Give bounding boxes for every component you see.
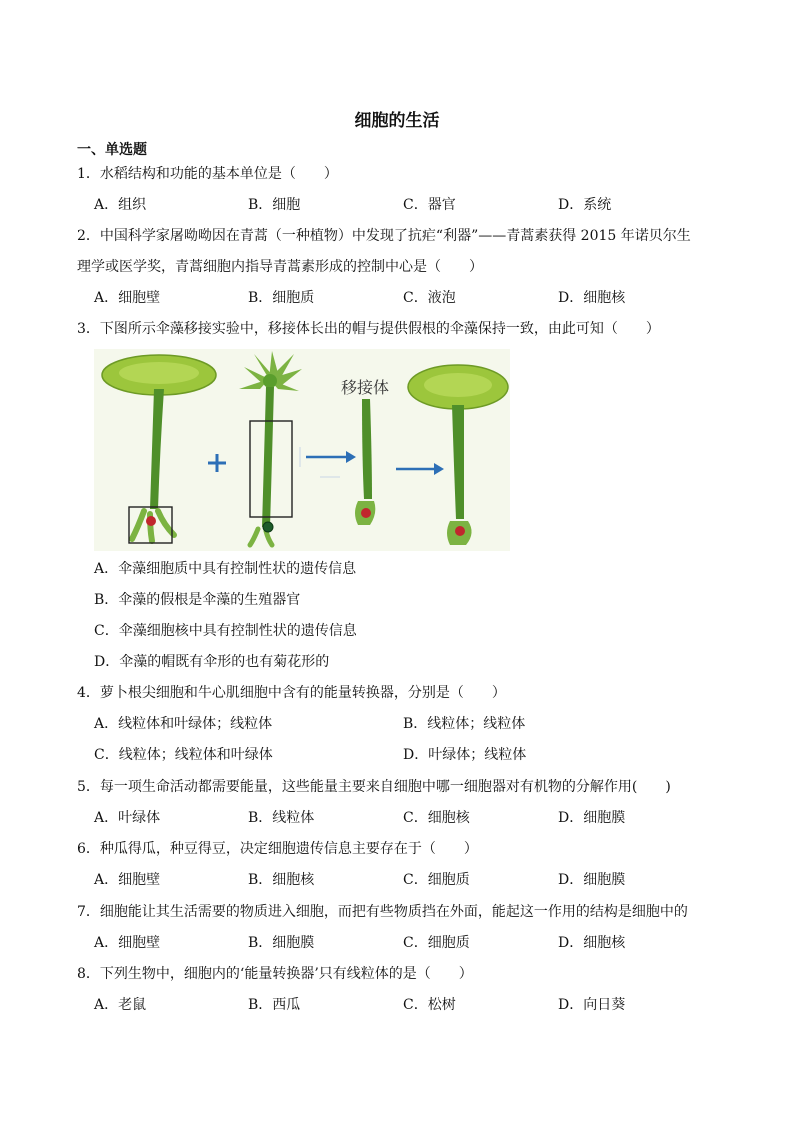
plus-sign-icon: [208, 454, 226, 472]
question-8-option-c: C．松树: [403, 997, 456, 1013]
question-3-option-c: C．伞藻细胞核中具有控制性状的遗传信息: [94, 623, 357, 639]
question-4-option-c: C．线粒体；线粒体和叶绿体: [94, 747, 273, 763]
regenerated-umbrella-plant-icon: [408, 365, 508, 545]
question-2-option-a: A．细胞壁: [94, 290, 161, 306]
question-8-option-b: B．西瓜: [248, 997, 301, 1013]
question-2-stem-continued: 理学或医学奖，青蒿细胞内指导青蒿素形成的控制中心是（ ）: [77, 259, 483, 275]
question-3-option-b: B．伞藻的假根是伞藻的生殖器官: [94, 592, 301, 608]
question-8-option-d: D．向日葵: [558, 997, 626, 1013]
question-6-option-c: C．细胞质: [403, 872, 470, 888]
question-2-option-d: D．细胞核: [558, 290, 626, 306]
grafted-segment-icon: [355, 399, 375, 525]
question-1-option-d: D．系统: [558, 197, 612, 213]
question-7-option-a: A．细胞壁: [94, 935, 161, 951]
question-8-stem: 8．下列生物中，细胞内的‘能量转换器’只有线粒体的是（ ）: [77, 966, 473, 982]
question-1-stem: 1．水稻结构和功能的基本单位是（ ）: [77, 166, 338, 182]
section-heading: 一、单选题: [77, 142, 147, 158]
question-4-option-b: B．线粒体；线粒体: [403, 716, 526, 732]
question-5-stem: 5．每一项生命活动都需要能量，这些能量主要来自细胞中哪一细胞器对有机物的分解作用( ): [77, 779, 671, 795]
question-7-option-d: D．细胞核: [558, 935, 626, 951]
question-7-option-b: B．细胞膜: [248, 935, 315, 951]
question-6-stem: 6．种瓜得瓜，种豆得豆，决定细胞遗传信息主要存在于（ ）: [77, 841, 478, 857]
question-6-option-d: D．细胞膜: [558, 872, 626, 888]
question-6-option-b: B．细胞核: [248, 872, 315, 888]
question-2-option-c: C．液泡: [403, 290, 456, 306]
question-3-option-d: D．伞藻的帽既有伞形的也有菊花形的: [94, 654, 330, 670]
question-5-option-c: C．细胞核: [403, 810, 470, 826]
question-3-option-a: A．伞藻细胞质中具有控制性状的遗传信息: [94, 561, 357, 577]
question-7-option-c: C．细胞质: [403, 935, 470, 951]
arrow-right-icon: [396, 463, 444, 475]
page-title: 细胞的生活: [354, 111, 440, 131]
question-5-option-a: A．叶绿体: [94, 810, 161, 826]
question-6-option-a: A．细胞壁: [94, 872, 161, 888]
question-7-stem: 7．细胞能让其生活需要的物质进入细胞，而把有些物质挡在外面，能起这一作用的结构是细胞中的: [77, 904, 688, 920]
question-4-stem: 4．萝卜根尖细胞和牛心肌细胞中含有的能量转换器，分别是（ ）: [77, 685, 506, 701]
question-3-stem: 3．下图所示伞藻移接实验中，移接体长出的帽与提供假根的伞藻保持一致，由此可知（ ）: [77, 321, 660, 337]
question-1-option-a: A．组织: [94, 197, 147, 213]
question-5-option-b: B．线粒体: [248, 810, 315, 826]
question-2-option-b: B．细胞质: [248, 290, 315, 306]
question-4-option-a: A．线粒体和叶绿体；线粒体: [94, 716, 273, 732]
grafted-segment-label: 移接体: [341, 378, 390, 397]
question-1-option-c: C．器官: [403, 197, 456, 213]
arrow-right-icon: [300, 447, 356, 477]
question-1-option-b: B．细胞: [248, 197, 301, 213]
chrysanthemum-cap-plant-icon: [239, 351, 302, 545]
umbrella-cap-plant-icon: [102, 355, 216, 543]
acetabularia-grafting-figure: [94, 349, 510, 551]
question-5-option-d: D．细胞膜: [558, 810, 626, 826]
question-4-option-d: D．叶绿体；线粒体: [403, 747, 527, 763]
question-2-stem: 2．中国科学家屠呦呦因在青蒿（一种植物）中发现了抗疟“利器”——青蒿素获得 2015 年诺贝尔生: [77, 228, 691, 244]
question-8-option-a: A．老鼠: [94, 997, 147, 1013]
